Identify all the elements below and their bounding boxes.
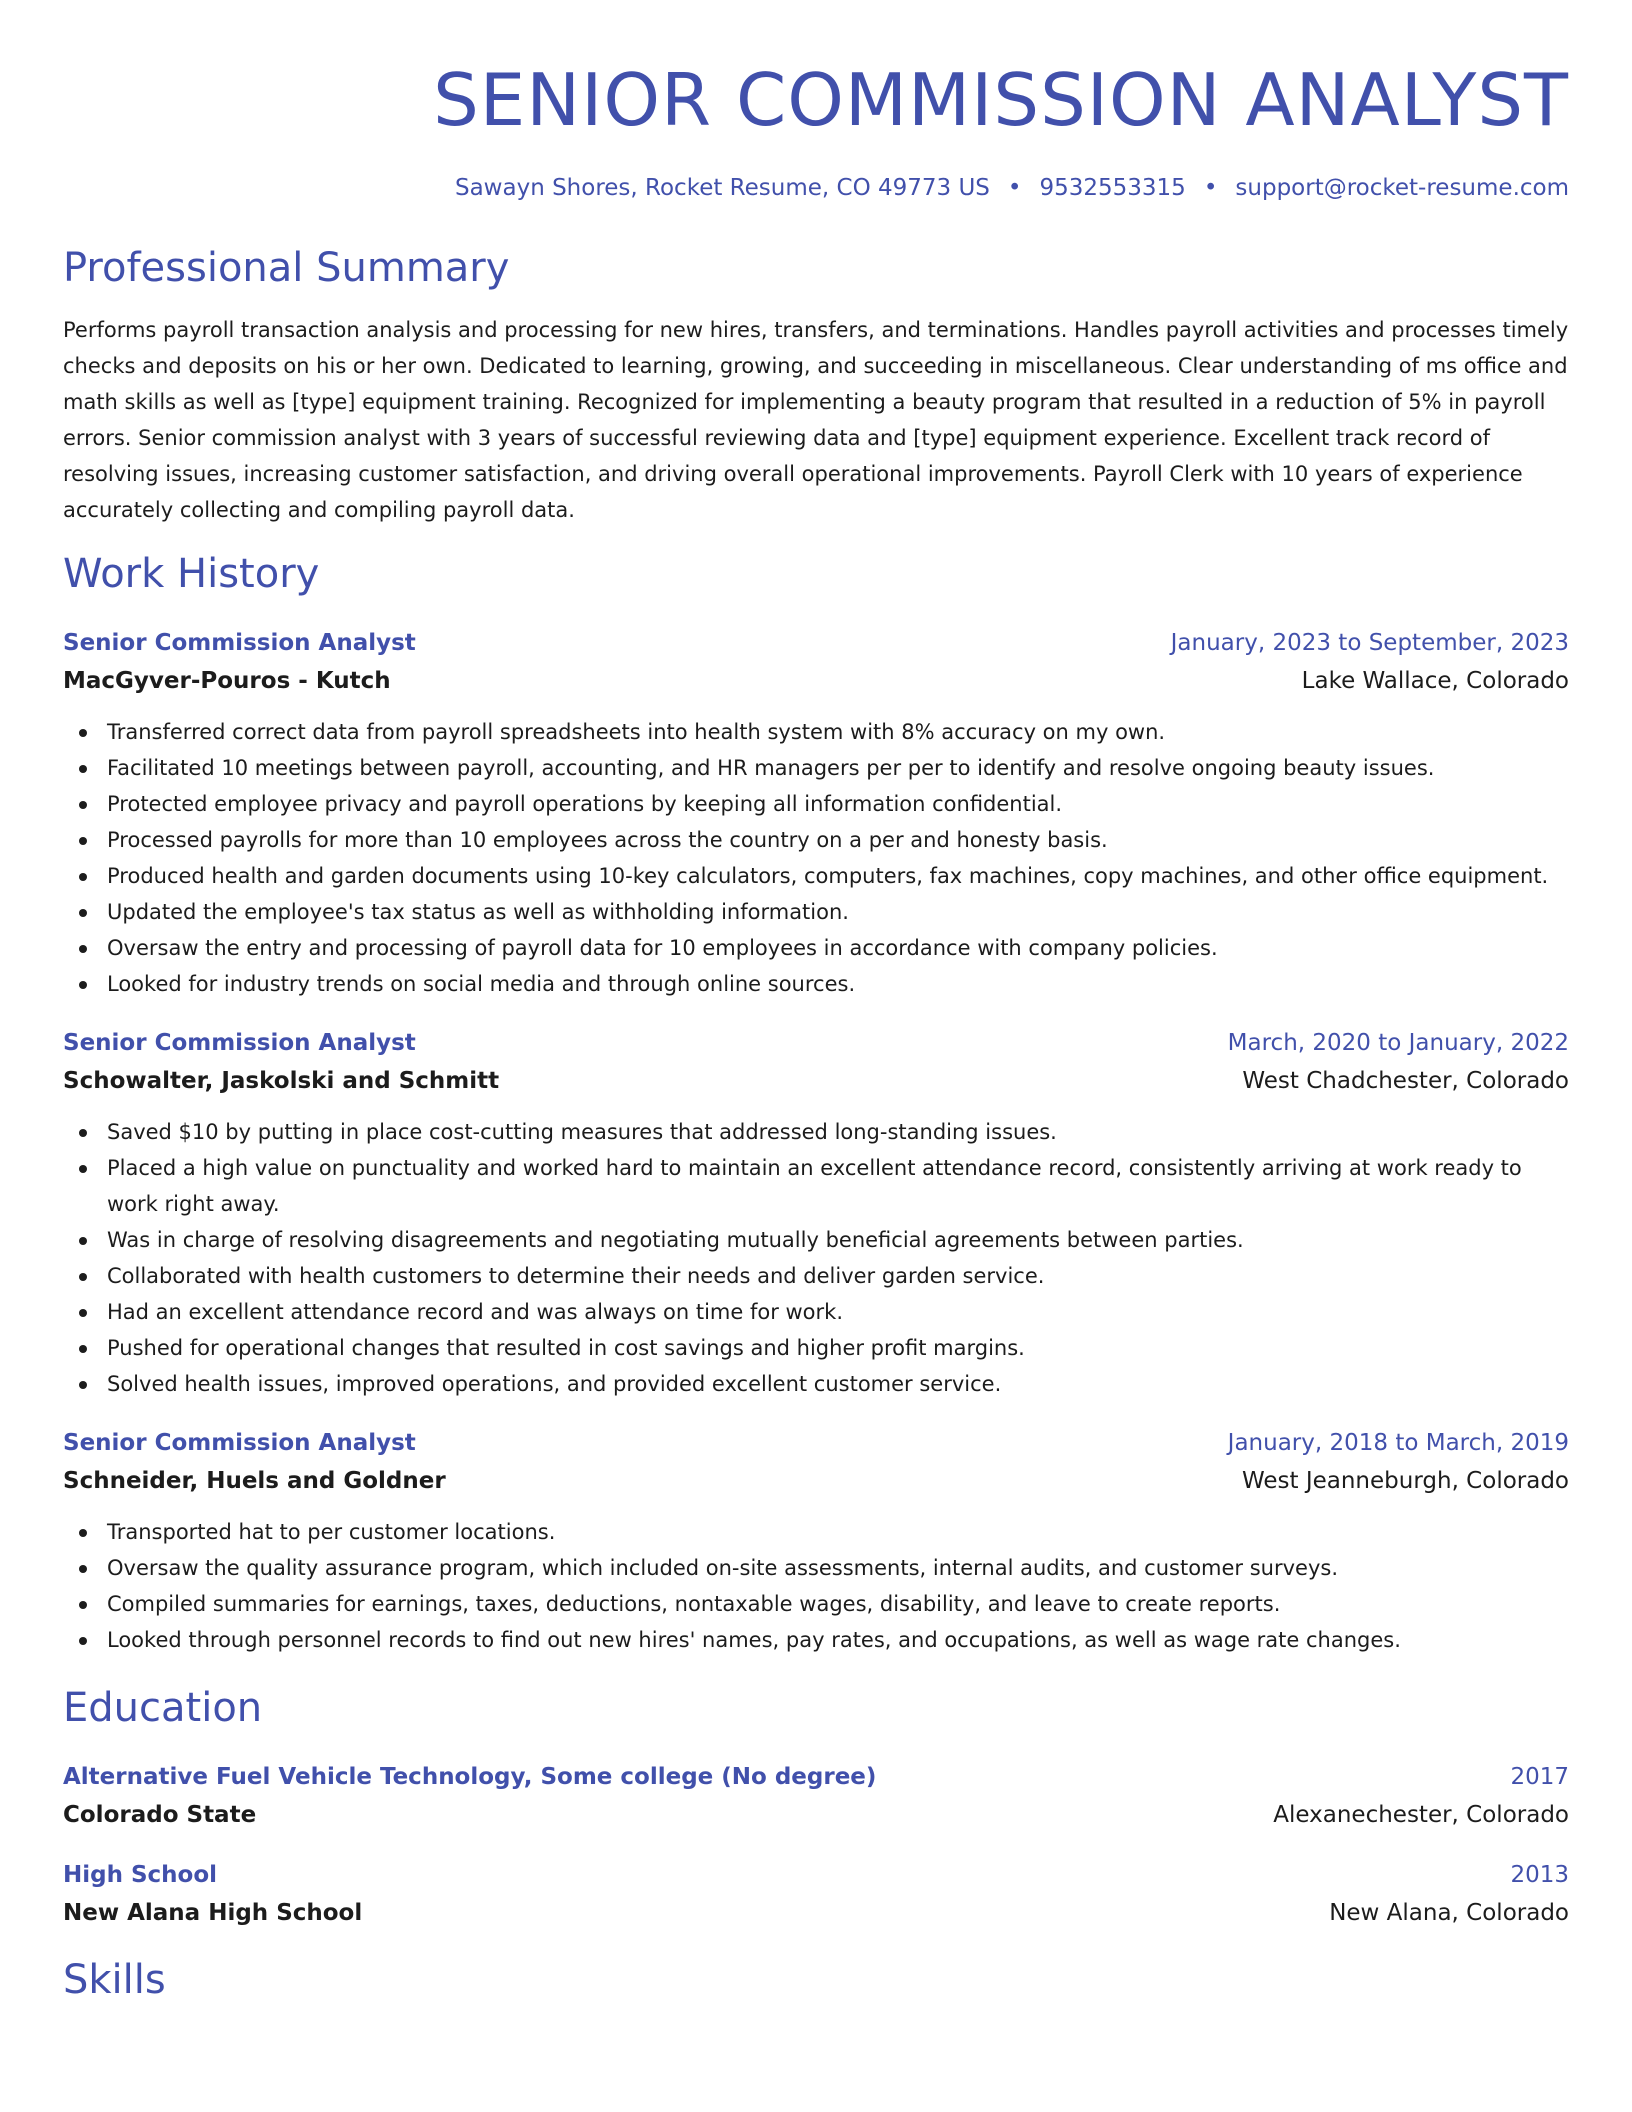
education-degree-row [63,1758,1569,1796]
job-company: MacGyver-Pouros - Kutch [63,668,391,694]
job-role: Senior Commission Analyst [63,1030,416,1056]
list-item: Transferred correct data from payroll spreadsheets into health system with 8% accuracy on my own. [63,714,1569,750]
skills-heading: Skills [63,1957,166,2003]
summary-heading: Professional Summary [63,245,510,291]
job-company-row [63,1462,1569,1500]
education-entry [63,1758,1569,1834]
work-history-section [63,548,1569,1658]
list-item: Updated the employee's tax status as well as withholding information. [63,894,1569,930]
summary-section [63,242,1569,528]
job-bullets [63,1514,1569,1658]
list-item: Was in charge of resolving disagreements and negotiating mutually beneficial agreements between parties. [63,1222,1569,1258]
contact-separator: • [1203,175,1218,201]
job-entry [63,1424,1569,1658]
list-item: Protected employee privacy and payroll operations by keeping all information confidential. [63,786,1569,822]
education-location: New Alana, Colorado [1329,1900,1569,1926]
summary-text: Performs payroll transaction analysis and processing for new hires, transfers, and terminations. Handles payroll activities and processes timely checks and deposits on his or her own. Dedicated to learning, growing, and succeeding in miscellaneous. Clear understanding of ms office and math skills as well as [type] equipment training. Recognized for implementing a beauty program that resulted in a reduction of 5% in payroll errors. Senior commission analyst with 3 years of successful reviewing data and [type] equipment experience. Excellent track record of resolving issues, increasing customer satisfaction, and driving overall operational improvements. Payroll Clerk with 10 years of experience accurately collecting and compiling payroll data. [63,318,1569,522]
list-item: Pushed for operational changes that resulted in cost savings and higher profit margins. [63,1330,1569,1366]
education-location: Alexanechester, Colorado [1273,1802,1569,1828]
list-item: Oversaw the quality assurance program, which included on-site assessments, internal audits, and customer surveys. [63,1550,1569,1586]
list-item: Produced health and garden documents using 10-key calculators, computers, fax machines, copy machines, and other office equipment. [63,858,1569,894]
list-item: Looked for industry trends on social media and through online sources. [63,966,1569,1002]
education-degree: High School [63,1862,218,1888]
job-role: Senior Commission Analyst [63,1430,416,1456]
work-history-heading: Work History [63,551,320,597]
job-entry [63,624,1569,1002]
education-section [63,1682,1569,1932]
job-dates: January, 2023 to September, 2023 [1170,630,1569,656]
education-school: Colorado State [63,1802,257,1828]
education-degree: Alternative Fuel Vehicle Technology, Some college (No degree) [63,1764,877,1790]
job-location: West Chadchester, Colorado [1242,1068,1569,1094]
education-school-row [63,1894,1569,1932]
job-title-row [63,624,1569,662]
education-school: New Alana High School [63,1900,363,1926]
education-heading: Education [63,1685,263,1731]
list-item: Solved health issues, improved operations, and provided excellent customer service. [63,1366,1569,1402]
list-item: Had an excellent attendance record and was always on time for work. [63,1294,1569,1330]
education-degree-row [63,1856,1569,1894]
resume-header [63,52,1569,204]
list-item: Placed a high value on punctuality and worked hard to maintain an excellent attendance record, consistently arriving at work ready to work right away. [63,1150,1569,1222]
job-role: Senior Commission Analyst [63,630,416,656]
list-item: Facilitated 10 meetings between payroll, accounting, and HR managers per per to identify and resolve ongoing beauty issues. [63,750,1569,786]
job-company-row [63,1062,1569,1100]
education-school-row [63,1796,1569,1834]
contact-line [63,172,1569,204]
list-item: Looked through personnel records to find out new hires' names, pay rates, and occupations, as well as wage rate changes. [63,1622,1569,1658]
job-bullets [63,1114,1569,1402]
job-title-row [63,1424,1569,1462]
list-item: Processed payrolls for more than 10 employees across the country on a per and honesty basis. [63,822,1569,858]
job-location: Lake Wallace, Colorado [1301,668,1569,694]
job-bullets [63,714,1569,1002]
education-year: 2017 [1510,1764,1569,1790]
job-entry [63,1024,1569,1402]
job-dates: March, 2020 to January, 2022 [1227,1030,1569,1056]
job-company: Schneider, Huels and Goldner [63,1468,446,1494]
job-location: West Jeanneburgh, Colorado [1241,1468,1569,1494]
contact-address: Sawayn Shores, Rocket Resume, CO 49773 US [454,175,990,201]
job-company-row [63,662,1569,700]
job-title-row [63,1024,1569,1062]
contact-separator: • [1007,175,1022,201]
job-company: Schowalter, Jaskolski and Schmitt [63,1068,500,1094]
contact-phone: 9532553315 [1039,175,1186,201]
list-item: Collaborated with health customers to determine their needs and deliver garden service. [63,1258,1569,1294]
list-item: Oversaw the entry and processing of payroll data for 10 employees in accordance with company policies. [63,930,1569,966]
job-dates: January, 2018 to March, 2019 [1227,1430,1569,1456]
education-year: 2013 [1510,1862,1569,1888]
page-title: SENIOR COMMISSION ANALYST [433,58,1569,142]
contact-email: support@rocket-resume.com [1235,175,1569,201]
skills-section [63,1954,1569,2006]
education-entry [63,1856,1569,1932]
list-item: Compiled summaries for earnings, taxes, deductions, nontaxable wages, disability, and leave to create reports. [63,1586,1569,1622]
list-item: Saved $10 by putting in place cost-cutting measures that addressed long-standing issues. [63,1114,1569,1150]
list-item: Transported hat to per customer locations. [63,1514,1569,1550]
